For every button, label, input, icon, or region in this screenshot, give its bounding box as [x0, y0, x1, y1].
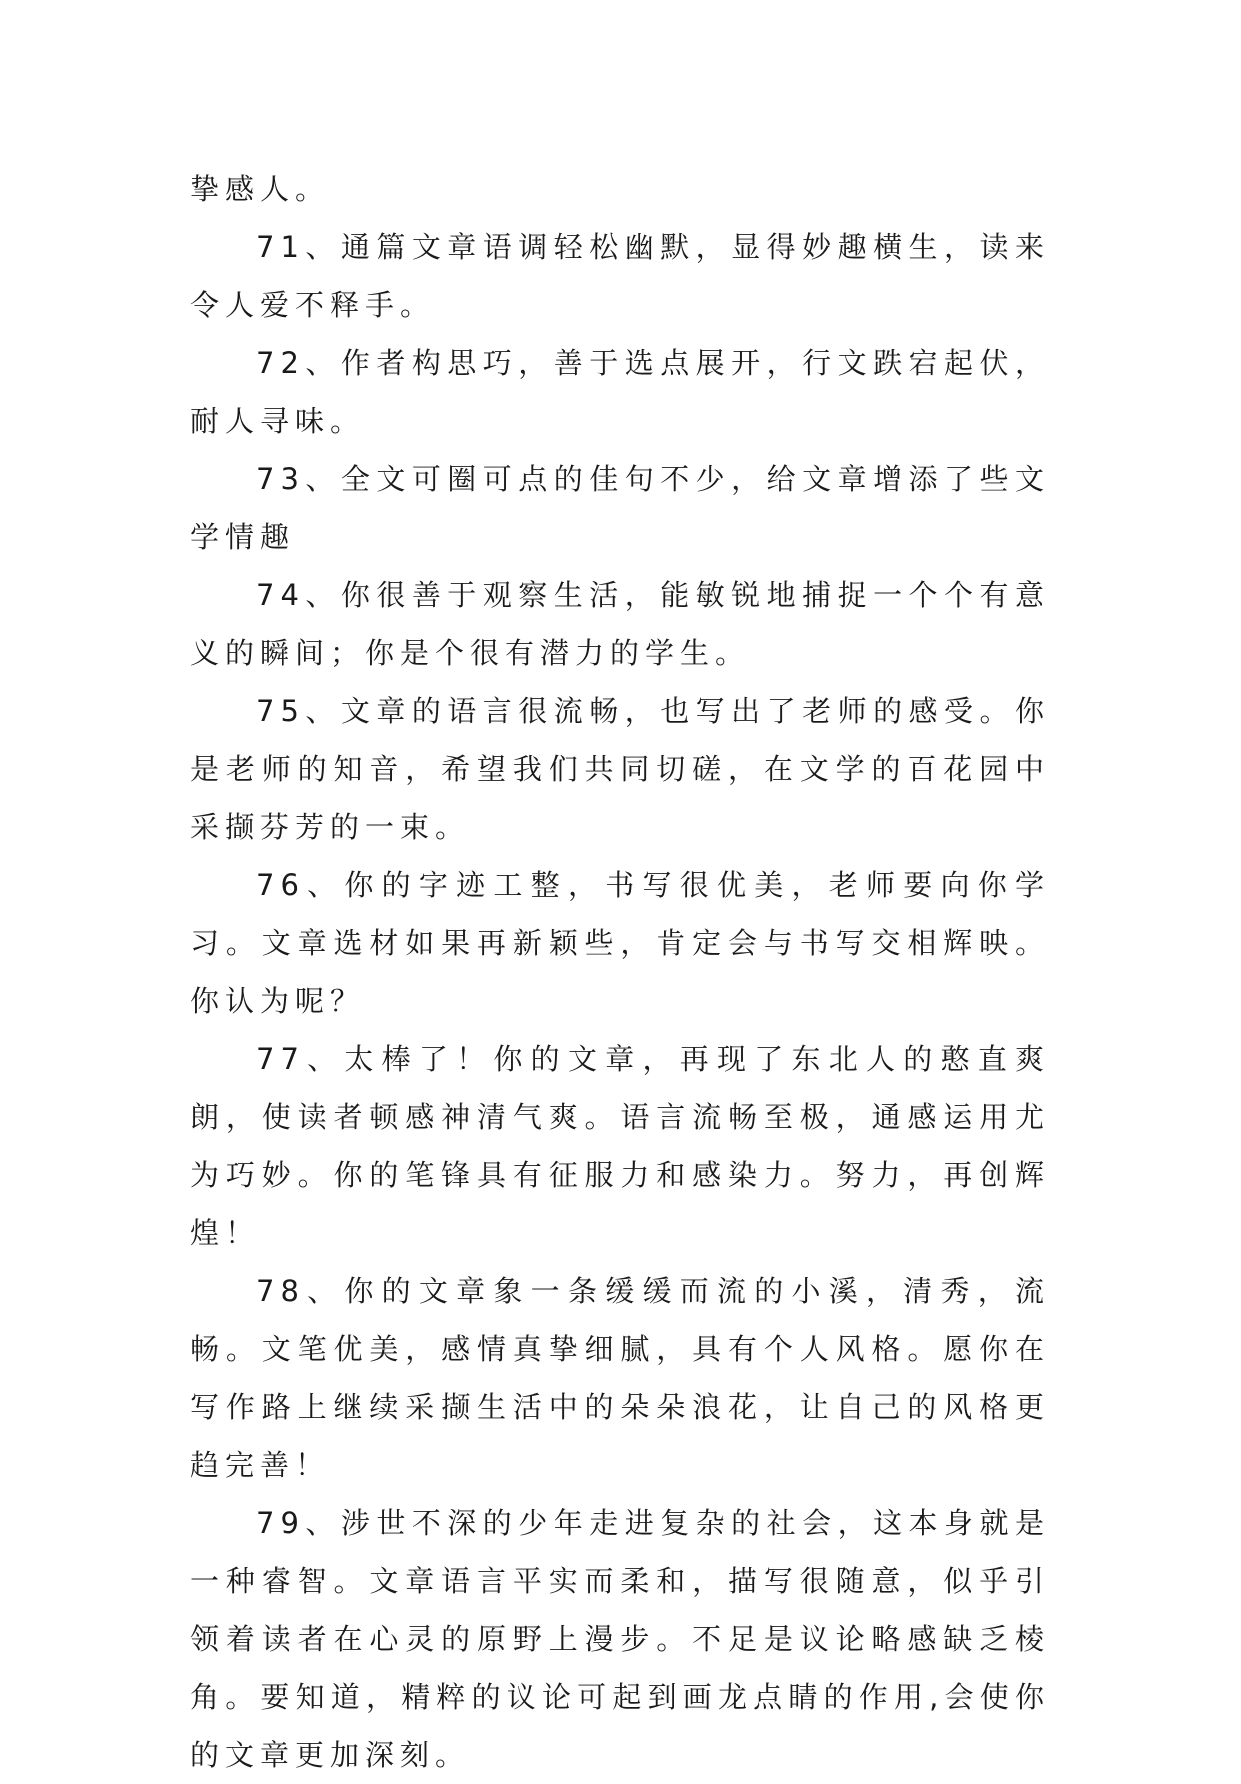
document-body [190, 160, 1050, 1784]
paragraph-71: 71、通篇文章语调轻松幽默，显得妙趣横生，读来令人爱不释手。 [190, 230, 1050, 322]
paragraph-72: 72、作者构思巧，善于选点展开，行文跌宕起伏，耐人寻味。 [190, 346, 1050, 438]
paragraph-77: 77、太棒了！你的文章，再现了东北人的憨直爽朗，使读者顿感神清气爽。语言流畅至极，通感运用尤为巧妙。你的笔锋具有征服力和感染力。努力，再创辉煌！ [190, 1042, 1050, 1250]
paragraph-75: 75、文章的语言很流畅，也写出了老师的感受。你是老师的知音，希望我们共同切磋，在文学的百花园中采撷芬芳的一束。 [190, 694, 1050, 844]
paragraph-79: 79、涉世不深的少年走进复杂的社会，这本身就是一种睿智。文章语言平实而柔和，描写很随意，似乎引领着读者在心灵的原野上漫步。不足是议论略感缺乏棱角。要知道，精粹的议论可起到画龙点睛的作用,会使你的文章更加深刻。 [190, 1506, 1050, 1772]
paragraph-78: 78、你的文章象一条缓缓而流的小溪，清秀，流畅。文笔优美，感情真挚细腻，具有个人风格。愿你在写作路上继续采撷生活中的朵朵浪花，让自己的风格更趋完善！ [190, 1274, 1050, 1482]
paragraph-continuation: 挚感人。 [190, 172, 331, 206]
paragraph-76: 76、你的字迹工整，书写很优美，老师要向你学习。文章选材如果再新颖些，肯定会与书写交相辉映。你认为呢？ [190, 868, 1050, 1018]
paragraph-74: 74、你很善于观察生活，能敏锐地捕捉一个个有意义的瞬间；你是个很有潜力的学生。 [190, 578, 1050, 670]
paragraph-73: 73、全文可圈可点的佳句不少，给文章增添了些文学情趣 [190, 462, 1050, 554]
